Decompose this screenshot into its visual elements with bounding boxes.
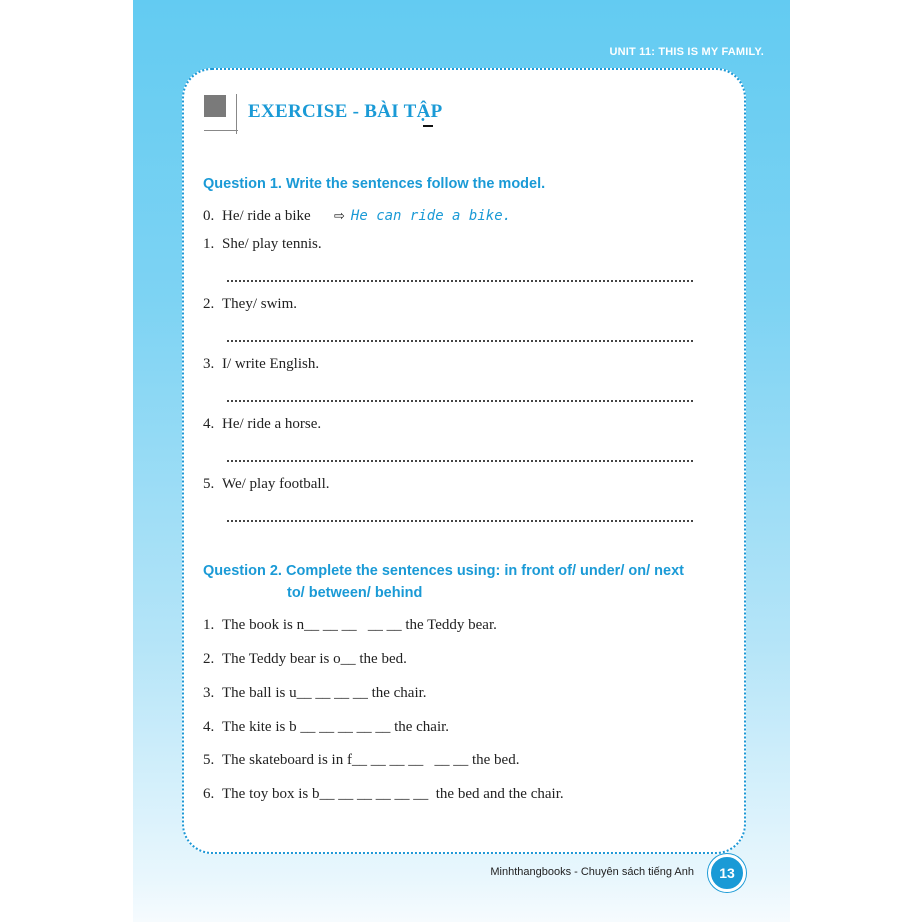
item-number: 6. xyxy=(203,786,215,802)
exercise-square-icon xyxy=(204,95,232,125)
item-text: They/ swim. xyxy=(222,296,297,312)
answer-line[interactable] xyxy=(227,400,693,402)
question2-title-line1: Question 2. Complete the sentences using: in front of/ under/ on/ next xyxy=(203,563,684,579)
question2-item xyxy=(203,617,497,634)
model-prompt: He/ ride a bike xyxy=(222,208,311,224)
item-text[interactable]: The toy box is b__ __ __ __ __ __ the bed and the chair. xyxy=(222,786,564,802)
model-answer-text: He can ride a bike. xyxy=(350,208,512,224)
arrow-right-icon: ⇨ xyxy=(334,209,345,224)
unit-header: UNIT 11: THIS IS MY FAMILY. xyxy=(609,46,764,58)
question1-item xyxy=(203,416,321,433)
item-number: 1. xyxy=(203,617,215,633)
page-footer xyxy=(133,854,790,894)
divider xyxy=(236,94,237,134)
book-page xyxy=(133,0,790,922)
item-text[interactable]: The Teddy bear is o__ the bed. xyxy=(222,651,407,667)
exercise-card xyxy=(182,68,746,854)
item-text[interactable]: The book is n__ __ __ __ __ the Teddy bear. xyxy=(222,617,497,633)
item-number: 3. xyxy=(203,356,215,372)
publisher-text: Minhthangbooks - Chuyên sách tiếng Anh xyxy=(490,866,694,878)
item-number: 2. xyxy=(203,651,215,667)
question2-item xyxy=(203,651,407,668)
question2-item xyxy=(203,752,519,769)
question2-item xyxy=(203,685,427,702)
question1-item xyxy=(203,476,330,493)
exercise-title: EXERCISE - BÀI TẬP xyxy=(248,101,443,122)
text-cursor xyxy=(423,125,433,127)
item-number: 4. xyxy=(203,416,215,432)
question2-title-line2: to/ between/ behind xyxy=(287,585,423,601)
item-text: She/ play tennis. xyxy=(222,236,322,252)
question1-model xyxy=(203,208,311,225)
question1-title: Question 1. Write the sentences follow the model. xyxy=(203,176,546,192)
item-text[interactable]: The skateboard is in f__ __ __ __ __ __ the bed. xyxy=(222,752,520,768)
answer-line[interactable] xyxy=(227,460,693,462)
question1-item xyxy=(203,356,319,373)
item-text[interactable]: The kite is b __ __ __ __ __ the chair. xyxy=(222,719,450,735)
item-text: I/ write English. xyxy=(222,356,320,372)
item-number: 1. xyxy=(203,236,215,252)
answer-line[interactable] xyxy=(227,340,693,342)
item-text: He/ ride a horse. xyxy=(222,416,322,432)
divider xyxy=(204,130,238,131)
item-number: 5. xyxy=(203,476,215,492)
item-number: 3. xyxy=(203,685,215,701)
question1-item xyxy=(203,296,297,313)
item-number: 2. xyxy=(203,296,215,312)
item-number: 4. xyxy=(203,719,215,735)
item-number: 5. xyxy=(203,752,215,768)
item-text[interactable]: The ball is u__ __ __ __ the chair. xyxy=(222,685,427,701)
answer-line[interactable] xyxy=(227,280,693,282)
question2-item xyxy=(203,719,449,736)
model-answer xyxy=(334,208,511,224)
question1-item xyxy=(203,236,322,253)
page-number-badge: 13 xyxy=(708,854,746,892)
item-number: 0. xyxy=(203,208,215,224)
question2-title xyxy=(203,560,684,604)
answer-line[interactable] xyxy=(227,520,693,522)
question2-item xyxy=(203,786,564,803)
item-text: We/ play football. xyxy=(222,476,330,492)
